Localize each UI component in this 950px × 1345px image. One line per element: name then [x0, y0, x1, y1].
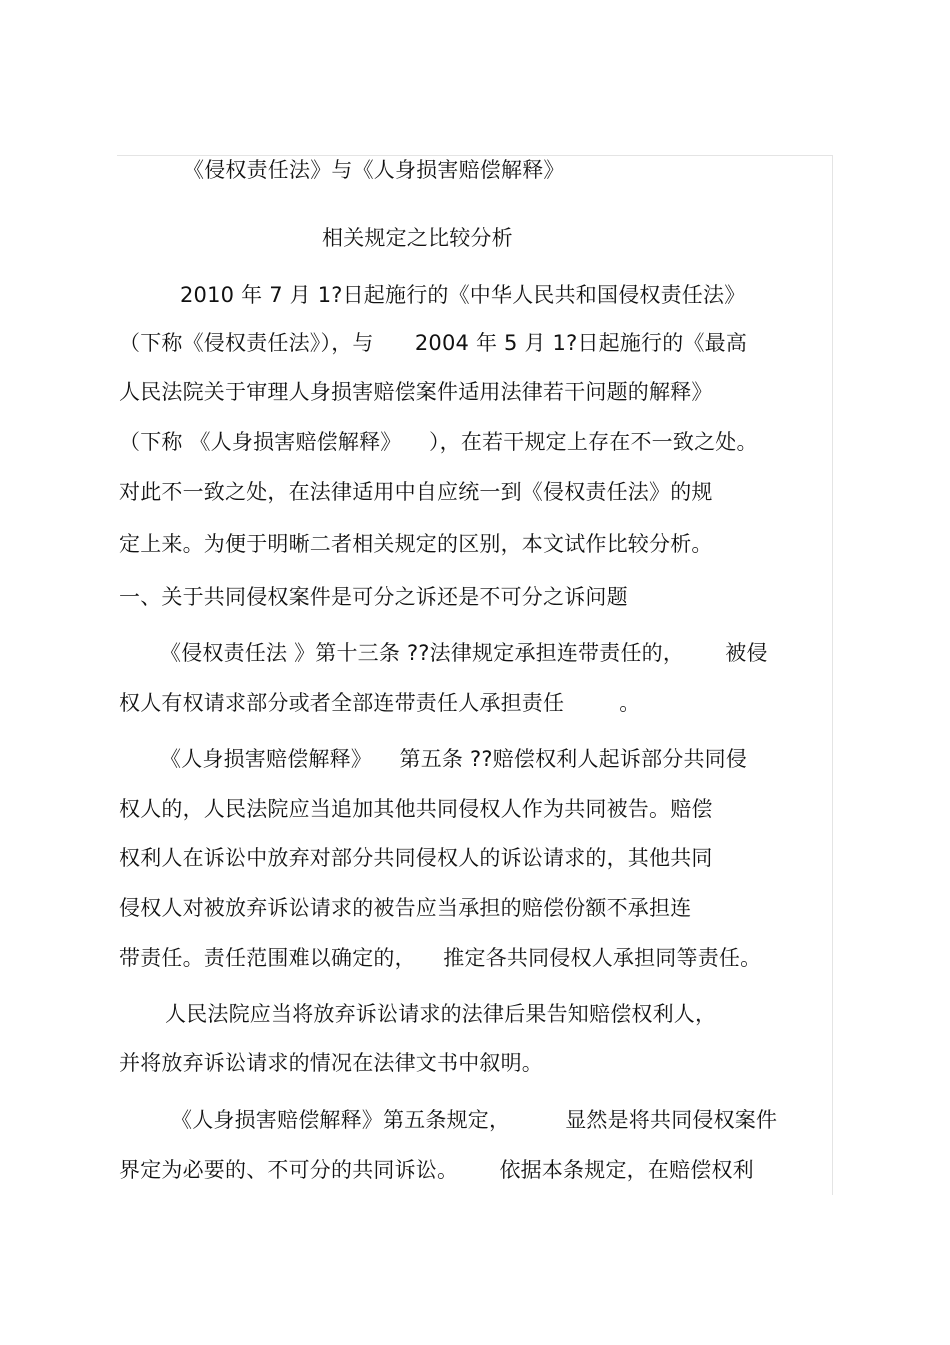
- document-title-line-1: 《侵权责任法》与《人身损害赔偿解释》: [183, 158, 565, 182]
- body-line-4: （下称 《人身损害赔偿解释》 ），在若干规定上存在不一致之处。: [119, 430, 758, 454]
- body-line-13: 侵权人对被放弃诉讼请求的被告应当承担的赔偿份额不承担连: [119, 896, 692, 920]
- body-line-16: 并将放弃诉讼请求的情况在法律文书中叙明。: [119, 1051, 543, 1075]
- body-line-2: （下称《侵权责任法》），与 2004 年 5 月 1?日起施行的《最高: [119, 331, 748, 355]
- section-heading-1: 一、关于共同侵权案件是可分之诉还是不可分之诉问题: [119, 585, 628, 609]
- body-line-5: 对此不一致之处，在法律适用中自应统一到《侵权责任法》的规: [119, 480, 713, 504]
- body-line-18: 界定为必要的、不可分的共同诉讼。 依据本条规定，在赔偿权利: [119, 1158, 754, 1182]
- document-title-line-2: 相关规定之比较分析: [322, 226, 513, 250]
- body-line-12: 权利人在诉讼中放弃对部分共同侵权人的诉讼请求的，其他共同: [119, 846, 713, 870]
- body-line-9: 权人有权请求部分或者全部连带责任人承担责任 。: [119, 691, 641, 715]
- body-line-11: 权人的，人民法院应当追加其他共同侵权人作为共同被告。赔偿: [119, 797, 713, 821]
- body-line-15: 人民法院应当将放弃诉讼请求的法律后果告知赔偿权利人，: [165, 1002, 717, 1026]
- body-line-1: 2010 年 7 月 1?日起施行的《中华人民共和国侵权责任法》: [180, 283, 746, 307]
- page-frame-right-rule: [832, 155, 833, 1195]
- body-line-8: 《侵权责任法 》第十三条 ??法律规定承担连带责任的， 被侵: [160, 641, 768, 665]
- body-line-14: 带责任。责任范围难以确定的， 推定各共同侵权人承担同等责任。: [119, 946, 762, 970]
- body-line-10: 《人身损害赔偿解释》 第五条 ??赔偿权利人起诉部分共同侵: [160, 747, 748, 771]
- body-line-6: 定上来。为便于明晰二者相关规定的区别，本文试作比较分析。: [119, 532, 713, 556]
- body-line-3: 人民法院关于审理人身损害赔偿案件适用法律若干问题的解释》: [119, 380, 713, 404]
- body-line-17: 《人身损害赔偿解释》第五条规定， 显然是将共同侵权案件: [171, 1108, 778, 1132]
